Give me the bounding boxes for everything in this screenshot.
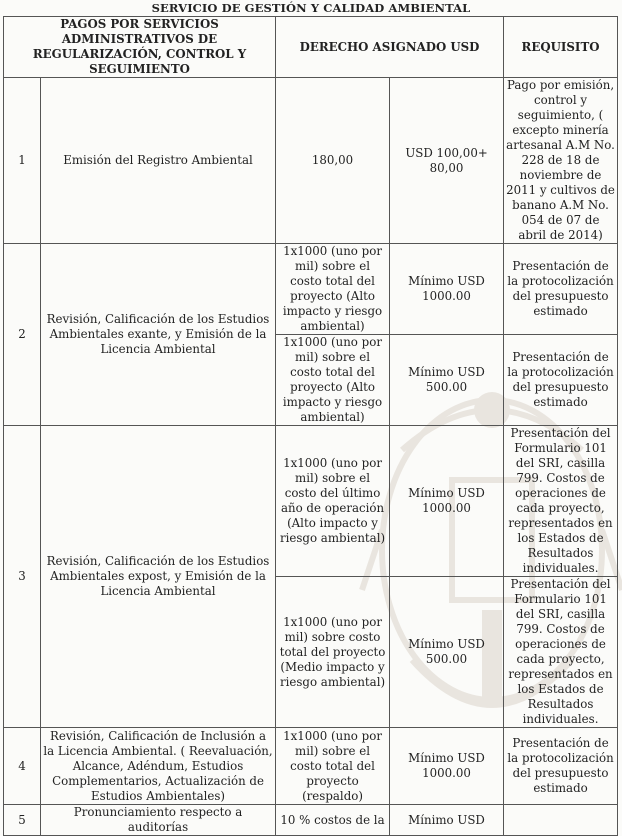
row-number: 2 [4,244,41,426]
fees-table [3,16,618,836]
table-row [4,426,618,577]
table-row [4,805,618,836]
row-description: Revisión, Calificación de Inclusión a la Licencia Ambiental. ( Reevaluación, Alcance, Adéndum, Estudios Complementarios, Actualización de Estudios Ambientales) [41,728,276,805]
row-minimum: Mínimo USD 1000.00 [390,728,504,805]
table-row [4,244,618,335]
table-header-row [4,17,618,78]
row-number: 3 [4,426,41,728]
row-number: 4 [4,728,41,805]
row-description: Revisión, Calificación de los Estudios Ambientales exante, y Emisión de la Licencia Ambiental [41,244,276,426]
row-requirement: Presentación de la protocolización del presupuesto estimado [504,335,618,426]
row-description: Emisión del Registro Ambiental [41,78,276,244]
row-requirement: Presentación de la protocolización del presupuesto estimado [504,244,618,335]
header-fee: DERECHO ASIGNADO USD [276,17,504,78]
row-description: Pronunciamiento respecto a auditorías [41,805,276,836]
row-fee: 1x1000 (uno por mil) sobre costo total del proyecto (Medio impacto y riesgo ambiental) [276,577,390,728]
row-fee: 1x1000 (uno por mil) sobre el costo del último año de operación (Alto impacto y riesgo ambiental) [276,426,390,577]
row-fee: 1x1000 (uno por mil) sobre el costo total del proyecto (respaldo) [276,728,390,805]
header-service: PAGOS POR SERVICIOS ADMINISTRATIVOS DE REGULARIZACIÓN, CONTROL Y SEGUIMIENTO [4,17,276,78]
row-minimum: USD 100,00+ 80,00 [390,78,504,244]
row-fee: 1x1000 (uno por mil) sobre el costo total del proyecto (Alto impacto y riesgo ambiental) [276,335,390,426]
row-description: Revisión, Calificación de los Estudios Ambientales expost, y Emisión de la Licencia Ambiental [41,426,276,728]
row-requirement: Presentación de la protocolización del presupuesto estimado [504,728,618,805]
table-row [4,78,618,244]
row-requirement: Presentación del Formulario 101 del SRI, casilla 799. Costos de operaciones de cada proyecto, representados en los Estados de Resultados individuales. [504,426,618,577]
row-number: 1 [4,78,41,244]
row-minimum: Mínimo USD 500.00 [390,335,504,426]
row-fee: 1x1000 (uno por mil) sobre el costo total del proyecto (Alto impacto y riesgo ambiental) [276,244,390,335]
row-minimum: Mínimo USD [390,805,504,836]
page-title: SERVICIO DE GESTIÓN Y CALIDAD AMBIENTAL [151,1,471,15]
row-requirement: Pago por emisión, control y seguimiento, ( excepto minería artesanal A.M No. 228 de 18 de noviembre de 2011 y cultivos de banano A.M No. 054 de 07 de abril de 2014) [504,78,618,244]
row-number: 5 [4,805,41,836]
row-fee: 180,00 [276,78,390,244]
row-minimum: Mínimo USD 1000.00 [390,426,504,577]
row-requirement: Presentación del Formulario 101 del SRI, casilla 799. Costos de operaciones de cada proyecto, representados en los Estados de Resultados individuales. [504,577,618,728]
header-requirement: REQUISITO [504,17,618,78]
row-minimum: Mínimo USD 500.00 [390,577,504,728]
row-minimum: Mínimo USD 1000.00 [390,244,504,335]
row-requirement [504,805,618,836]
table-row [4,728,618,805]
row-fee: 10 % costos de la [276,805,390,836]
